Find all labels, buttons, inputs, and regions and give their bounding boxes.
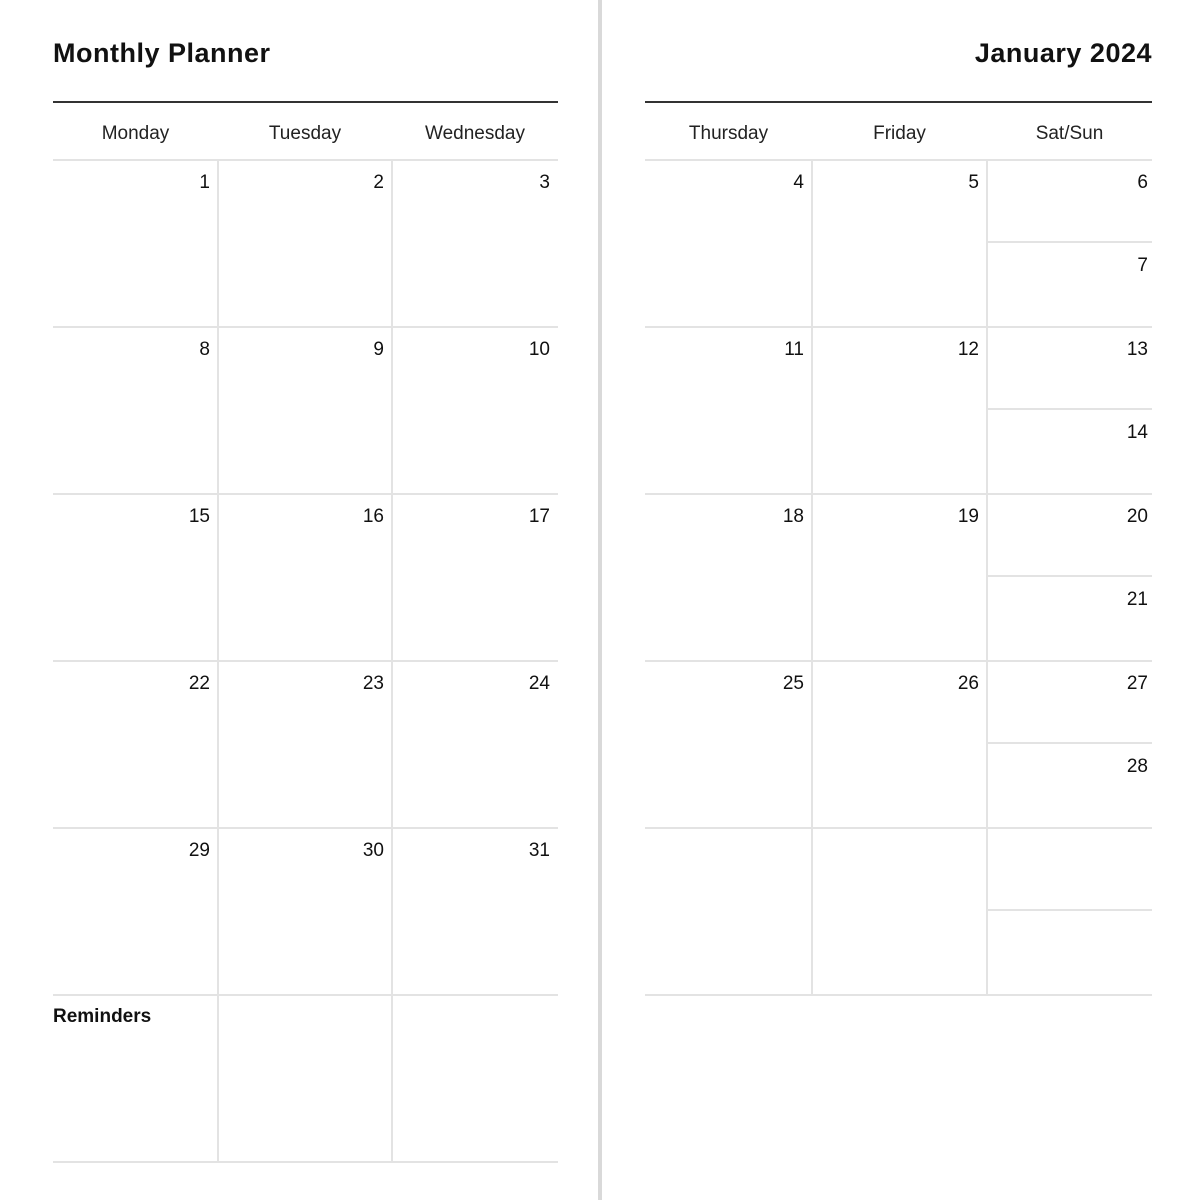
date-number: 5: [968, 172, 979, 193]
date-number: 8: [199, 339, 210, 360]
row-divider: [645, 660, 1152, 662]
month-title: January 2024: [974, 38, 1152, 68]
row-divider: [645, 159, 1152, 161]
date-number: 11: [784, 339, 804, 360]
row-divider: [645, 827, 1152, 829]
row-divider: [645, 326, 1152, 328]
date-number: 14: [1126, 422, 1148, 443]
row-divider: [53, 994, 558, 996]
date-number: 2: [373, 172, 384, 193]
day-header-thursday: Thursday: [688, 123, 769, 144]
planner-title: Monthly Planner: [53, 38, 271, 68]
weekend-split-divider: [987, 241, 1152, 243]
column-divider: [811, 160, 813, 995]
date-number: 27: [1126, 673, 1148, 694]
row-divider: [645, 493, 1152, 495]
date-number: 31: [528, 840, 550, 861]
date-number: 4: [793, 172, 804, 193]
day-header-wednesday: Wednesday: [425, 123, 525, 144]
day-header-tuesday: Tuesday: [268, 123, 342, 144]
date-number: 25: [782, 673, 804, 694]
column-divider: [391, 160, 393, 1162]
date-number: 1: [199, 172, 210, 193]
column-divider: [986, 160, 988, 995]
row-divider: [645, 994, 1152, 996]
left-page: [0, 0, 598, 1200]
date-number: 21: [1126, 589, 1148, 610]
row-divider: [53, 326, 558, 328]
date-number: 20: [1126, 506, 1148, 527]
weekend-split-divider: [987, 909, 1152, 911]
row-divider: [53, 660, 558, 662]
date-number: 24: [528, 673, 550, 694]
date-number: 29: [188, 840, 210, 861]
date-number: 18: [782, 506, 804, 527]
date-number: 26: [957, 673, 979, 694]
weekend-split-divider: [987, 408, 1152, 410]
date-number: 3: [539, 172, 550, 193]
reminders-label: Reminders: [53, 1006, 152, 1027]
date-number: 9: [373, 339, 384, 360]
right-page: [602, 0, 1200, 1200]
date-number: 13: [1126, 339, 1148, 360]
date-number: 12: [957, 339, 979, 360]
date-number: 10: [528, 339, 550, 360]
date-number: 28: [1126, 756, 1148, 777]
date-number: 23: [362, 673, 384, 694]
weekend-split-divider: [987, 575, 1152, 577]
row-divider: [53, 159, 558, 161]
day-header-monday: Monday: [101, 123, 170, 144]
date-number: 6: [1137, 172, 1148, 193]
day-header-sat-sun: Sat/Sun: [1035, 123, 1104, 144]
date-number: 17: [528, 506, 550, 527]
weekend-split-divider: [987, 742, 1152, 744]
date-number: 30: [362, 840, 384, 861]
date-number: 15: [188, 506, 210, 527]
column-divider: [217, 160, 219, 1162]
row-divider: [53, 827, 558, 829]
day-header-friday: Friday: [873, 123, 926, 144]
date-number: 22: [188, 673, 210, 694]
row-divider: [53, 493, 558, 495]
row-divider: [53, 1161, 558, 1163]
date-number: 19: [957, 506, 979, 527]
date-number: 7: [1137, 255, 1148, 276]
date-number: 16: [362, 506, 384, 527]
